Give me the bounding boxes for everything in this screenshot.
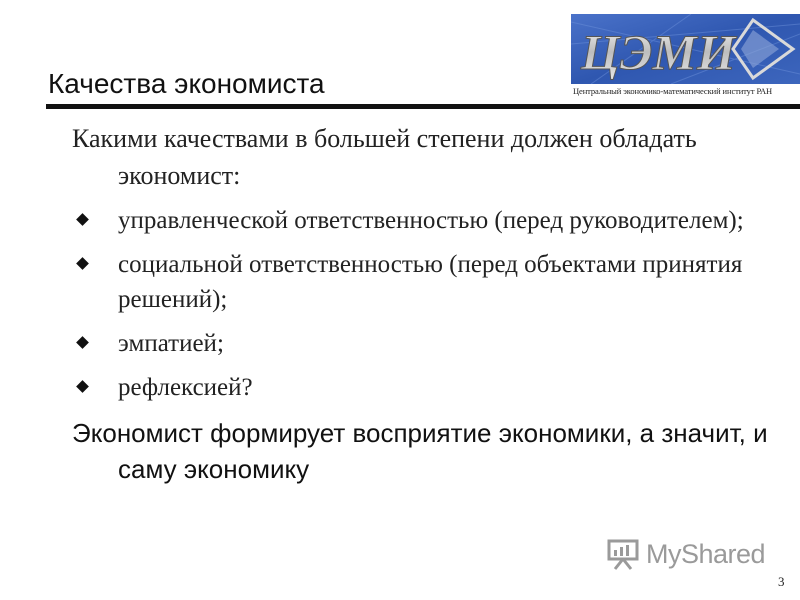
diamond-bullet-icon: [76, 380, 89, 393]
logo-text: ЦЭМИ: [581, 24, 736, 80]
list-item-text: управленческой ответственностью (перед руководителем);: [118, 207, 744, 234]
diamond-bullet-icon: [76, 257, 89, 270]
slide-body: [72, 120, 772, 487]
intro-question: Какими качествами в большей степени должен обладать экономист:: [72, 124, 697, 190]
watermark-text: MyShared: [646, 538, 766, 569]
conclusion-text: Экономист формирует восприятие экономики, а значит, и саму экономику: [72, 418, 768, 484]
title-divider: [46, 104, 800, 109]
list-item: [72, 203, 772, 238]
myshared-watermark: [606, 537, 765, 571]
logo-caption: Центральный экономико-математический институт РАН: [573, 86, 773, 96]
page-number: 3: [778, 574, 785, 589]
institute-logo: [571, 14, 800, 84]
slide-title: Качества экономиста: [48, 68, 325, 99]
list-item-text: социальной ответственностью (перед объектами принятия решений);: [118, 251, 743, 313]
list-item-text: эмпатией;: [118, 330, 224, 357]
list-item: [72, 326, 772, 361]
presentation-board-icon: [606, 537, 640, 571]
list-item: [72, 247, 772, 317]
diamond-bullet-icon: [76, 336, 89, 349]
diamond-bullet-icon: [76, 213, 89, 226]
list-item-text: рефлексией?: [118, 374, 253, 401]
list-item: [72, 370, 772, 405]
